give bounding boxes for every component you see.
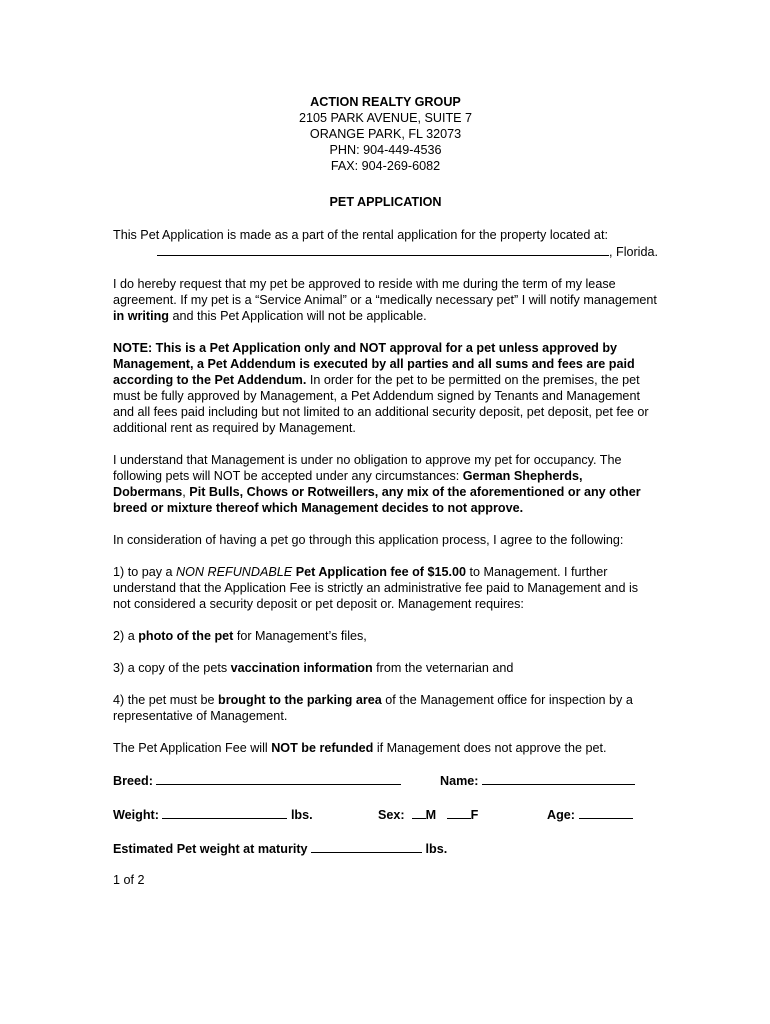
item-4 — [113, 692, 658, 724]
maturity-weight-field — [113, 840, 447, 857]
intro-line: This Pet Application is made as a part of the rental application for the property located at: — [113, 228, 608, 242]
note-emphasis: NOTE: This is a Pet Application only and NOT approval for a pet unless approved by Management, a Pet Addendum is executed by all parties and all sums and fees are paid according to the Pet Addendum. — [113, 341, 635, 387]
name-field — [440, 772, 635, 789]
page-number: 1 of 2 — [113, 873, 145, 887]
parking-area-emphasis: brought to the parking area — [218, 693, 382, 707]
weight-blank[interactable] — [162, 806, 287, 819]
item-2-prefix: 2) a — [113, 629, 139, 643]
florida-suffix: , Florida. — [609, 245, 658, 259]
name-blank[interactable] — [482, 772, 635, 785]
sex-m-blank[interactable] — [412, 806, 426, 819]
maturity-label: Estimated Pet weight at maturity — [113, 842, 308, 856]
age-field — [547, 806, 633, 823]
item-4-prefix: 4) the pet must be — [113, 693, 219, 707]
breeds-paragraph — [113, 452, 658, 516]
non-refundable-emphasis: NON REFUNDABLE — [176, 565, 296, 579]
breeds-list-2: Pit Bulls, Chows or Rotweillers, any mix of the aforementioned or any other breed or mixture thereof which Management decides to not approve. — [113, 485, 641, 515]
maturity-weight-row — [113, 840, 658, 856]
property-address-blank[interactable] — [157, 243, 609, 256]
breeds-list-1: German Shepherds, Dobermans — [113, 469, 583, 499]
refund-paragraph — [113, 740, 658, 756]
weight-sex-age-row — [113, 806, 658, 822]
company-name: ACTION REALTY GROUP — [310, 95, 461, 109]
breed-label: Breed: — [113, 774, 153, 788]
sex-label: Sex: — [378, 808, 405, 822]
item-4-text: of the Management office for inspection by a representative of Management. — [113, 693, 633, 723]
item-2 — [113, 628, 658, 644]
in-writing-emphasis: in writing — [113, 309, 169, 323]
address-line-1: 2105 PARK AVENUE, SUITE 7 — [298, 111, 473, 125]
refund-prefix: The Pet Application Fee will — [113, 741, 272, 755]
item-1-prefix: 1) to pay a — [113, 565, 177, 579]
property-address-line — [113, 243, 658, 260]
not-refunded-emphasis: NOT be refunded — [271, 741, 374, 755]
item-3-text: from the veternarian and — [372, 661, 514, 675]
breed-blank[interactable] — [156, 772, 401, 785]
note-paragraph — [113, 340, 658, 436]
letterhead — [113, 94, 658, 174]
sex-field — [378, 806, 478, 823]
breeds-text: I understand that Management is under no obligation to approve my pet for occupancy. The following pets will NOT be accepted under any circumstances: — [113, 453, 622, 483]
breeds-comma: , — [182, 485, 190, 499]
weight-field — [113, 806, 313, 823]
item-1-text: to Management. I further understand that the Application Fee is strictly an administrative fee paid to Management and is not considered a security deposit or pet deposit or. Management requires: — [113, 565, 639, 611]
item-1 — [113, 564, 658, 612]
name-label: Name: — [440, 774, 479, 788]
page-title: PET APPLICATION — [329, 195, 442, 209]
consideration-paragraph: In consideration of having a pet go through this application process, I agree to the following: — [113, 533, 624, 547]
request-paragraph — [113, 276, 658, 324]
sex-f-label: F — [470, 808, 479, 822]
sex-f-blank[interactable] — [447, 806, 471, 819]
weight-unit: lbs. — [290, 808, 313, 822]
fax-number: FAX: 904-269-6082 — [330, 159, 441, 173]
request-text: I do hereby request that my pet be approved to reside with me during the term of my lease agreement. If my pet is a “Service Animal” or a “medically necessary pet” I will notify management — [113, 277, 657, 307]
refund-text: if Management does not approve the pet. — [373, 741, 607, 755]
fee-emphasis: Pet Application fee of $15.00 — [295, 565, 466, 579]
item-3-prefix: 3) a copy of the pets — [113, 661, 231, 675]
request-text-end: and this Pet Application will not be applicable. — [168, 309, 427, 323]
weight-label: Weight: — [113, 808, 159, 822]
vaccination-emphasis: vaccination information — [230, 661, 373, 675]
breed-field — [113, 772, 401, 789]
note-text: In order for the pet to be permitted on the premises, the pet must be fully approved by Management, a Pet Addendum signed by Tenants and Management and all fees paid including but not limited to an additional security deposit, pet deposit, pet fee or additional rent as required by Management. — [113, 373, 649, 435]
breed-name-row — [113, 772, 658, 788]
item-3 — [113, 660, 658, 676]
photo-emphasis: photo of the pet — [138, 629, 234, 643]
document — [113, 94, 658, 888]
address-line-2: ORANGE PARK, FL 32073 — [309, 127, 462, 141]
maturity-unit: lbs. — [425, 842, 448, 856]
phone-number: PHN: 904-449-4536 — [329, 143, 442, 157]
sex-m-label: M — [425, 808, 437, 822]
age-blank[interactable] — [579, 806, 633, 819]
age-label: Age: — [547, 808, 575, 822]
item-2-text: for Management’s files, — [233, 629, 367, 643]
maturity-weight-blank[interactable] — [311, 840, 422, 853]
